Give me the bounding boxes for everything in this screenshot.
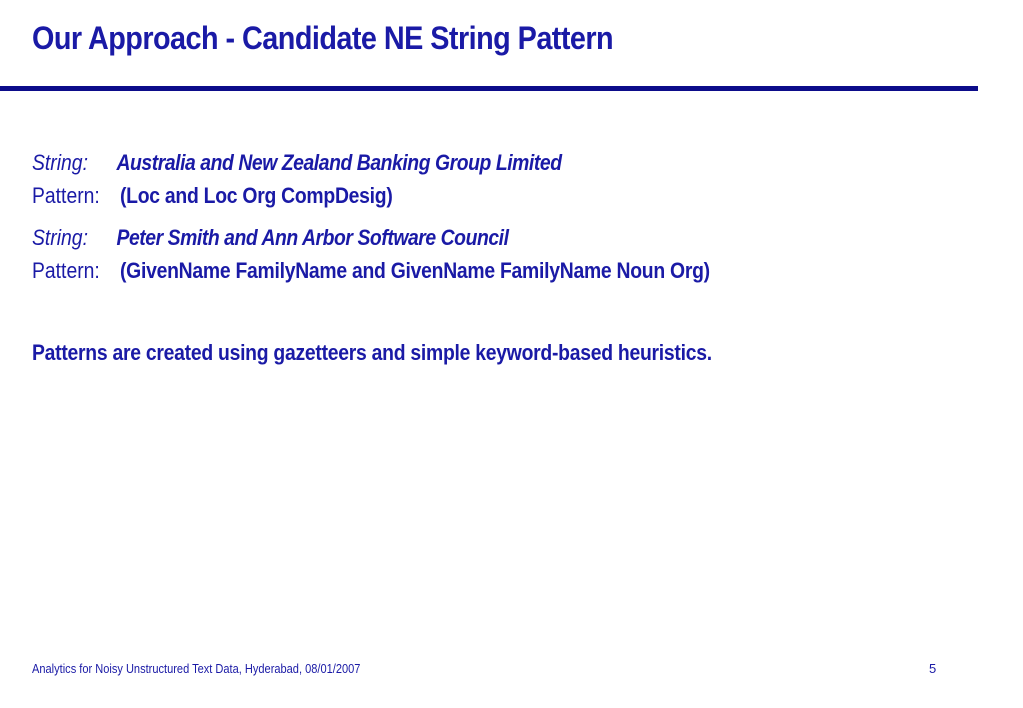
string-value: Australia and New Zealand Banking Group Limited — [116, 150, 562, 175]
pattern-label: Pattern: — [32, 258, 100, 283]
slide-title: Our Approach - Candidate NE String Pattern — [32, 20, 614, 56]
footer-text: Analytics for Noisy Unstructured Text Data, Hyderabad, 08/01/2007 — [32, 661, 361, 676]
page-number: 5 — [929, 661, 937, 676]
string-value: Peter Smith and Ann Arbor Software Council — [116, 225, 509, 250]
example-2-pattern-row — [32, 258, 710, 284]
title-divider — [0, 86, 978, 91]
pattern-label: Pattern: — [32, 183, 100, 208]
example-1-string-row — [32, 150, 562, 176]
pattern-value: (GivenName FamilyName and GivenName FamilyName Noun Org) — [120, 258, 710, 283]
example-2-string-row — [32, 225, 509, 251]
string-label: String: — [32, 150, 88, 175]
summary-note: Patterns are created using gazetteers and simple keyword-based heuristics. — [32, 340, 712, 365]
string-label: String: — [32, 225, 88, 250]
pattern-value: (Loc and Loc Org CompDesig) — [120, 183, 393, 208]
example-1-pattern-row — [32, 183, 393, 209]
